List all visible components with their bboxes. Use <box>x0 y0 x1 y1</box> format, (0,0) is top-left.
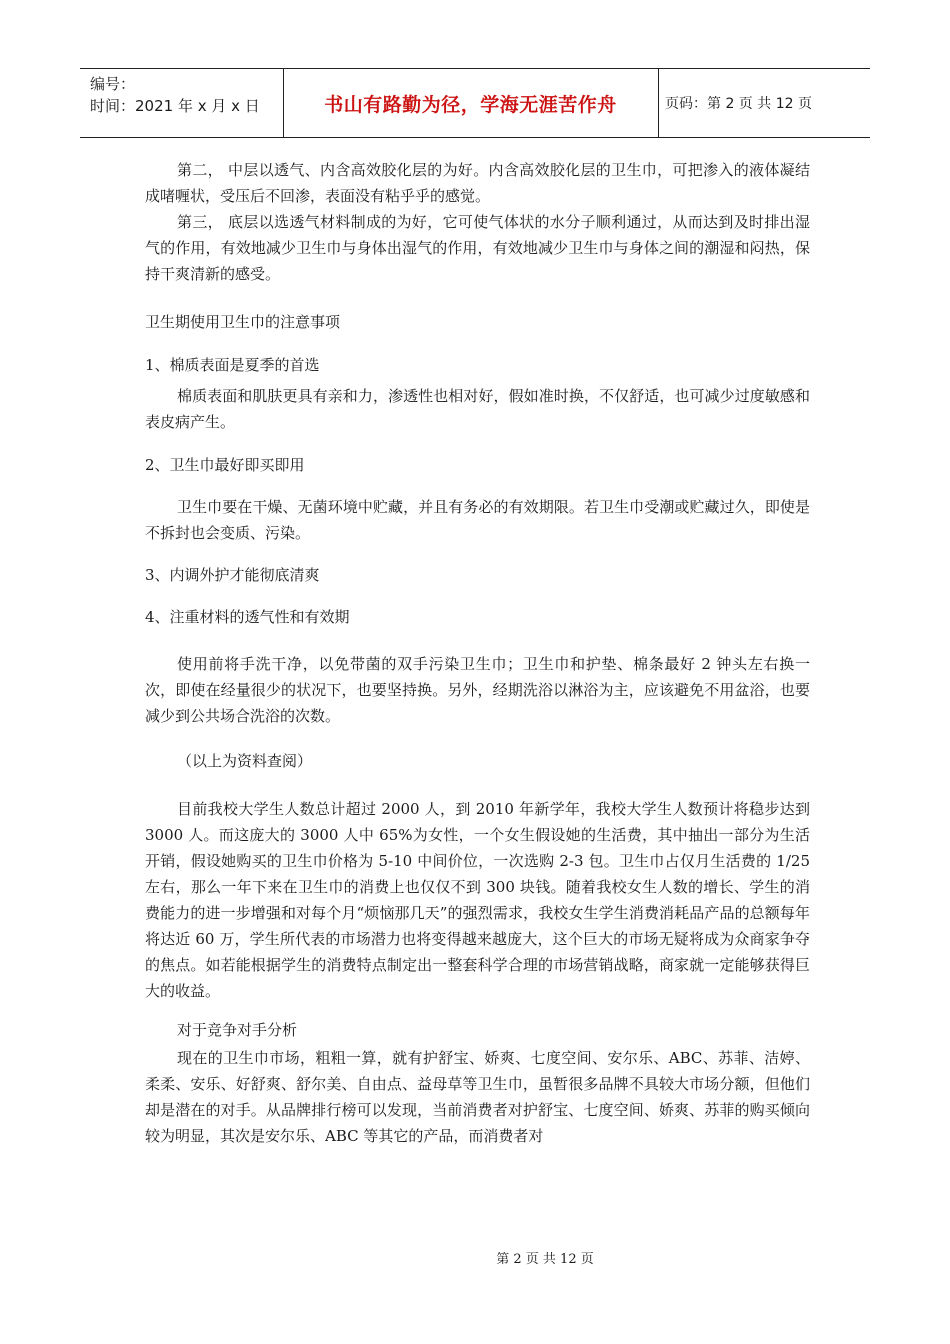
list-heading: 3、内调外护才能彻底清爽 <box>145 566 320 584</box>
page-header <box>80 68 870 138</box>
header-divider <box>658 69 659 137</box>
paragraph: 对于竞争对手分析 <box>177 1021 298 1039</box>
paragraph: 目前我校大学生人数总计超过 2000 人，到 2010 年新学年，我校大学生人数预计将稳步达到 3000 人。而这庞大的 3000 人中 65%为女性，一个女生假设她的生活费，其中抽出一部分为生活开销，假设她购买的卫生巾价格为 5-10 中间价位，一次选购 2-3 包。卫生巾占仅月生活费的 1/25 左右，那么一年下来在卫生巾的消费上也仅仅不到 300 块钱。随着我校女生人数的增长、学生的消费能力的进一步增强和对每个月“烦恼那几天”的强烈需求，我校女生学生消费消耗品产品的总额每年将达近 60 万，学生所代表的市场潜力也将变得越来越庞大，这个巨大的市场无疑将成为众商家争夺的焦点。如若能根据学生的消费特点制定出一整套科学合理的市场营销战略，商家就一定能够获得巨大的收益。 <box>145 800 810 1000</box>
paragraph: （以上为资料查阅） <box>177 752 313 770</box>
list-heading: 4、注重材料的透气性和有效期 <box>145 608 350 626</box>
section-heading: 卫生期使用卫生巾的注意事项 <box>145 313 341 331</box>
paragraph: 第三， 底层以选透气材料制成的为好，它可使气体状的水分子顺利通过，从而达到及时排出湿气的作用，有效地减少卫生巾与身体出湿气的作用，有效地减少卫生巾与身体之间的潮湿和闷热，保持干爽清新的感受。 <box>145 213 810 283</box>
page-footer: 第 2 页 共 12 页 <box>496 1252 594 1267</box>
paragraph: 使用前将手洗干净，以免带菌的双手污染卫生巾；卫生巾和护垫、棉条最好 2 钟头左右换一次，即使在经量很少的状况下，也要坚持换。另外，经期洗浴以淋浴为主，应该避免不用盆浴，也要减少到公共场合洗浴的次数。 <box>145 655 810 725</box>
header-meta <box>90 73 280 117</box>
header-motto: 书山有路勤为径，学海无涯苦作舟 <box>324 93 617 116</box>
list-heading: 1、棉质表面是夏季的首选 <box>145 356 320 374</box>
paragraph: 现在的卫生巾市场，粗粗一算，就有护舒宝、娇爽、七度空间、安尔乐、ABC、苏菲、洁婷、柔柔、安乐、好舒爽、舒尔美、自由点、益母草等卫生巾，虽暂很多品牌不具较大市场分额，但他们却是潜在的对手。从品牌排行榜可以发现，当前消费者对护舒宝、七度空间、娇爽、苏菲的购买倾向较为明显，其次是安尔乐、ABC 等其它的产品，而消费者对 <box>145 1049 810 1145</box>
paragraph: 棉质表面和肌肤更具有亲和力，渗透性也相对好，假如准时换，不仅舒适，也可减少过度敏感和表皮病产生。 <box>145 387 810 431</box>
paragraph: 第二， 中层以透气、内含高效胶化层的为好。内含高效胶化层的卫生巾，可把渗入的液体凝结成啫喱状，受压后不回渗，表面没有粘乎乎的感觉。 <box>145 161 810 205</box>
doc-number-label: 编号： <box>90 75 136 93</box>
doc-date-label: 时间：2021 年 x 月 x 日 <box>90 97 260 115</box>
paragraph: 卫生巾要在干燥、无菌环境中贮藏，并且有务必的有效期限。若卫生巾受潮或贮藏过久，即使是不拆封也会变质、污染。 <box>145 498 810 542</box>
list-heading: 2、卫生巾最好即买即用 <box>145 456 305 474</box>
header-page-number: 页码：第 2 页 共 12 页 <box>665 96 812 112</box>
